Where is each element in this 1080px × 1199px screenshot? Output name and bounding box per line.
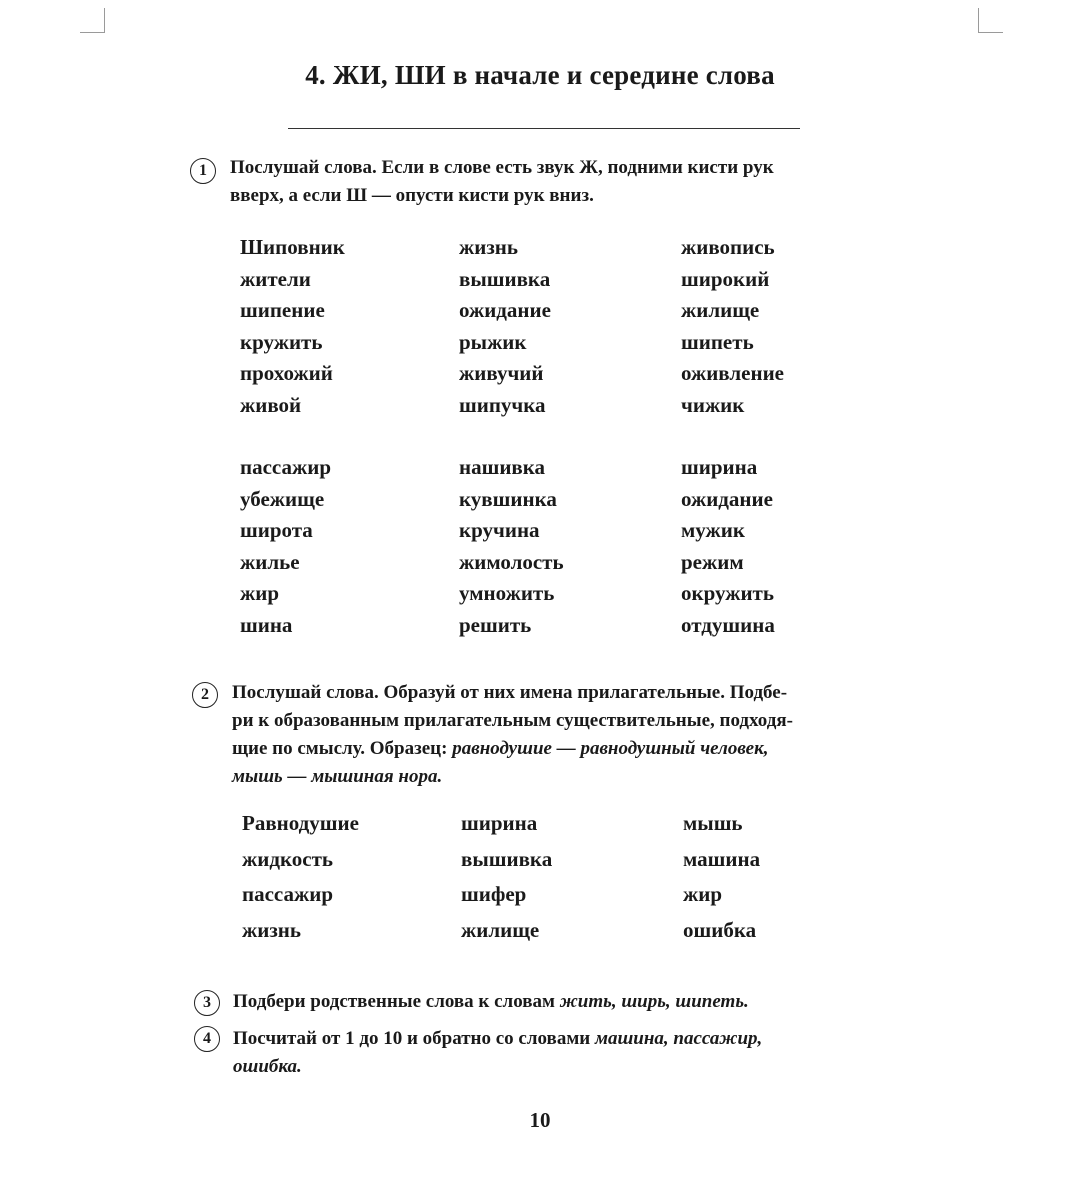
word: машина [683,846,761,871]
word: жители [240,266,311,291]
word: шина [240,612,293,637]
word: жилище [461,918,540,943]
task-4-number-circle: 4 [194,1026,220,1052]
word: живопись [681,235,775,259]
title-divider [288,128,800,129]
page-title: 4. ЖИ, ШИ в начале и середине слова [305,60,775,90]
task-3-example-words: жить, ширь, шипеть. [559,991,749,1012]
task-1-group-a-column-2 [459,232,551,422]
task-2-example-2: мышь — мышиная нора. [232,766,443,787]
word: убежище [240,486,325,511]
word: Шиповник [240,235,345,259]
word: умножить [459,581,555,606]
word: широта [240,518,313,543]
word: решить [459,612,532,637]
word: жизнь [459,235,518,259]
task-4-example-words-end: ошибка. [233,1056,302,1077]
word: ожидание [459,298,551,323]
task-2-number-circle: 2 [192,682,218,708]
task-2-column-3 [683,806,760,949]
task-2-column-2 [461,806,552,949]
task-1-line-2: вверх, а если Ш — опусти кисти рук вниз. [230,185,594,206]
word: жилье [240,549,300,574]
word: кувшинка [459,486,557,511]
task-3-number-circle: 3 [194,990,220,1016]
word: широкий [681,266,770,291]
word: прохожий [240,361,333,386]
crop-mark-top-left [80,8,105,33]
word: ширина [681,455,758,479]
word: мышь [683,811,743,835]
word: кружить [240,329,323,354]
word: шипеть [681,329,754,354]
word: шипение [240,298,325,323]
word: жидкость [242,846,334,871]
task-1-line-1: Послушай слова. Если в слове есть звук Ж, подними кисти рук [230,157,774,178]
word: живучий [459,361,544,386]
task-2-line-2: ри к образованным прилагательным существительные, подходя- [232,710,793,731]
word: режим [681,549,744,574]
word: жилище [681,298,760,323]
word: окружить [681,581,774,606]
word: чижик [681,392,745,417]
task-1-number-circle: 1 [190,158,216,184]
word: жизнь [242,918,301,943]
task-4-line-2 [233,1053,913,1081]
word: рыжик [459,329,527,354]
task-2-example-1: равнодушие — равнодушный человек, [452,738,769,759]
word: Равнодушие [242,811,359,835]
word: шипучка [459,392,546,417]
task-1-group-a-column-3 [681,232,784,422]
word: отдушина [681,612,775,637]
task-4-text: Посчитай от 1 до 10 и обратно со словами [233,1028,595,1049]
task-1-group-b-column-2 [459,452,564,642]
word: шифер [461,882,527,907]
task-4-instruction [233,1025,913,1081]
word: вышивка [459,266,551,291]
word: нашивка [459,455,546,479]
word: кручина [459,518,540,543]
task-1-group-a-column-1 [240,232,345,422]
task-2-line-1: Послушай слова. Образуй от них имена прилагательные. Подбе- [232,682,788,703]
task-2-line-4 [232,763,912,791]
task-3-instruction [233,988,913,1016]
word: оживление [681,361,784,386]
word: жир [683,882,723,907]
task-4-example-words: машина, пассажир, [594,1028,763,1049]
task-3-text: Подбери родственные слова к словам [233,991,560,1012]
task-1-instruction [230,154,910,210]
word: пассажир [242,882,334,907]
task-2-line-3-text: щие по смыслу. Образец: [232,738,453,759]
word: жир [240,581,280,606]
task-2-line-3 [232,735,912,763]
word: жимолость [459,549,564,574]
word: ожидание [681,486,773,511]
word: вышивка [461,846,553,871]
crop-mark-top-right [978,8,1003,33]
page-number: 10 [529,1108,551,1132]
task-4-line-1 [233,1025,913,1053]
task-2-column-1 [242,806,359,949]
word: живой [240,392,302,417]
task-1-group-b-column-3 [681,452,775,642]
word: мужик [681,518,745,543]
task-2-instruction [232,679,912,791]
task-1-group-b-column-1 [240,452,331,642]
word: ширина [461,811,538,835]
word: ошибка [683,918,757,943]
word: пассажир [240,455,332,479]
